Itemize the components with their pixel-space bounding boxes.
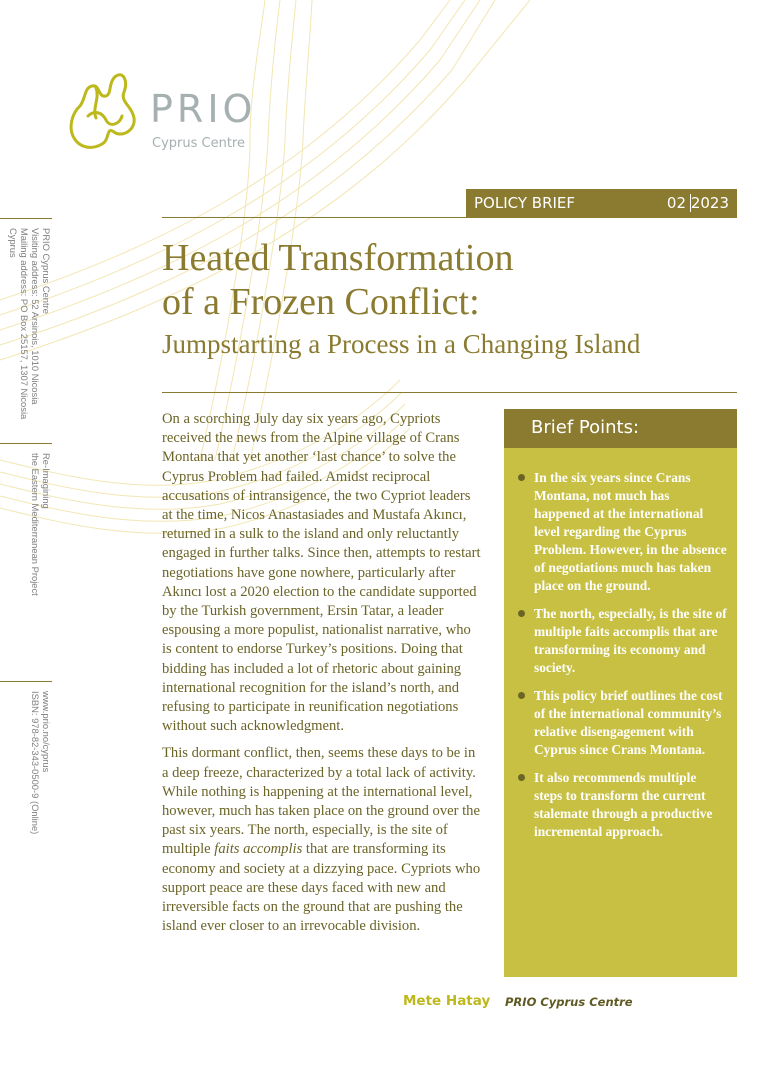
address-line: Mailing address: PO Box 25157, 1307 Nicosia: [19, 228, 30, 420]
title-bottom-rule: [162, 392, 737, 393]
brief-points-box: [504, 409, 737, 977]
badge-year: 2023: [690, 194, 729, 212]
bullet-icon: [518, 692, 525, 699]
brief-point-text: It also recommends multiple steps to transform the current stalemate through a productive incremental approach.: [534, 770, 713, 839]
paragraph: [162, 744, 482, 936]
prio-logo: [66, 68, 266, 158]
address-line: Cyprus: [8, 228, 19, 258]
paragraph-text: This dormant conflict, then, seems these days to be in a deep freeze, characterized by a total lack of activity. While nothing is happening at the international level, however, much has taken place on the ground over the past six years. The north, especially, is the site of multiple: [162, 745, 480, 858]
brief-points-list: [504, 448, 737, 841]
isbn: ISBN: 978-82-343-0500-9 (Online): [30, 691, 41, 835]
page-subtitle: Jumpstarting a Process in a Changing Island: [162, 329, 641, 359]
badge-label: POLICY BRIEF: [474, 194, 576, 212]
logo-subtitle: Cyprus Centre: [152, 136, 245, 151]
project-line: the Eastern Mediterranean Project: [30, 453, 41, 596]
project-block: [30, 453, 52, 596]
brief-points-heading: Brief Points:: [504, 409, 737, 448]
policy-brief-badge: [466, 189, 737, 217]
badge-issue: 02: [667, 194, 691, 212]
project-line: Re-Imagining: [41, 453, 52, 509]
brief-point: [518, 605, 727, 677]
bullet-icon: [518, 474, 525, 481]
brief-point: [518, 687, 727, 759]
brief-point: [518, 769, 727, 841]
bullet-icon: [518, 610, 525, 617]
brief-point-text: This policy brief outlines the cost of the international community’s relative disengagement with Cyprus since Crans Montana.: [534, 688, 723, 757]
page-title: [162, 236, 640, 364]
paragraph: On a scorching July day six years ago, Cypriots received the news from the Alpine village of Crans Montana that yet another ‘last chance’ to solve the Cyprus Problem had failed. Amidst reciprocal accusations of intransigence, the two Cypriot leaders at the time, Nicos Anastasiades and Mustafa Akıncı, returned in a sulk to the island and only reluctantly engaged in further talks. Since then, attempts to restart negotiations have gone nowhere, particularly after Akıncı lost a 2020 election to the candidate supported by the Turkish government, Ersin Tatar, a leader espousing a more populist, nationalist narrative, who is content to endorse Turkey’s positions. Doing that bidding has included a lot of rhetoric about gaining international recognition for the island’s north, and refusing to participate in reunification negotiations without such acknowledgment.: [162, 411, 481, 735]
address-line: Visiting address: 52 Arsinois, 1010 Nicosia: [30, 228, 41, 405]
author-name: Mete Hatay: [403, 993, 491, 1009]
bullet-icon: [518, 774, 525, 781]
publication-block: [30, 691, 52, 834]
address-line: PRIO Cyprus Centre: [41, 228, 52, 314]
website-link[interactable]: www.prio.no/cyprus: [41, 691, 52, 773]
address-block: [8, 228, 52, 419]
title-top-rule: [162, 217, 737, 218]
side-divider: [0, 218, 52, 219]
brief-point-text: In the six years since Crans Montana, not much has happened at the international level regarding the Cyprus Problem. However, in the absence of negotiations much has taken place on the ground.: [534, 470, 727, 593]
logo-wordmark: PRIO: [150, 87, 257, 131]
title-line-2: of a Frozen Conflict:: [162, 281, 480, 323]
paragraph-text: that are transforming its economy and society at a dizzying pace. Cypriots who support peace are these days faced with new and irreversible facts on the ground that are pushing the island ever closer to an irrevocable division.: [162, 841, 481, 935]
author-affiliation: PRIO Cyprus Centre: [505, 995, 633, 1009]
side-divider: [0, 681, 52, 682]
brief-point-text: The north, especially, is the site of multiple faits accomplis that are transforming its economy and society.: [534, 606, 727, 675]
body-text: [162, 410, 482, 944]
brief-point: [518, 469, 727, 595]
cyprus-map-outline-icon: [66, 68, 141, 158]
side-divider: [0, 443, 52, 444]
title-line-1: Heated Transformation: [162, 237, 514, 279]
emphasis-text: faits accomplis: [214, 841, 303, 858]
